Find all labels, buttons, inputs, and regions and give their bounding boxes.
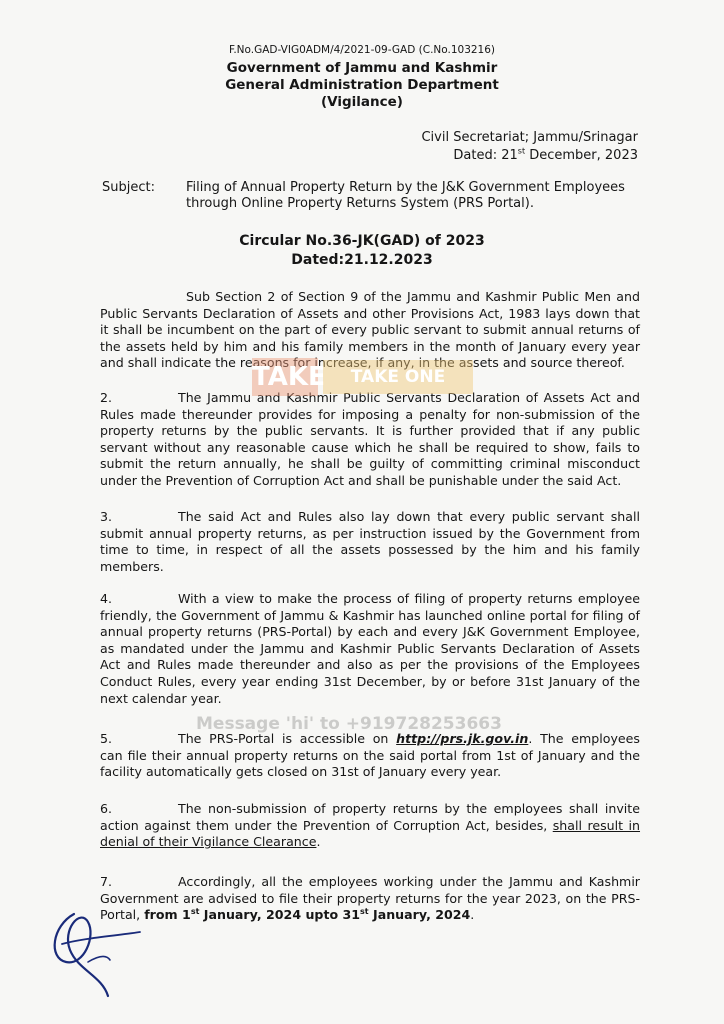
place-line: Civil Secretariat; Jammu/Srinagar — [421, 130, 638, 145]
paragraph-number: 2. — [100, 390, 113, 405]
prs-portal-link[interactable]: http://prs.jk.gov.in — [396, 731, 529, 746]
department-heading: General Administration Department — [225, 77, 499, 93]
paragraph-6: 6. The non-submission of property returns by the employees shall invite action against them under the Prevention of Corruption Act, besides, shall result in denial of their Vigilance Clearance. — [100, 801, 641, 850]
wing-heading: (Vigilance) — [321, 94, 403, 110]
paragraph-number: 4. — [100, 591, 113, 606]
paragraph-5: 5. The PRS-Portal is accessible on http://prs.jk.gov.in. The employees can file their annual property returns on the said portal from 1st of January and the facility automatically gets closed on 31st of January every year. — [100, 731, 640, 780]
paragraph-number: 6. — [100, 801, 113, 816]
circular-title: Circular No.36-JK(GAD) of 2023 — [239, 233, 485, 249]
paragraph-3: 3. The said Act and Rules also lay down that every public servant shall submit annual property returns, as per instruction issued by the Government from time to time, in respect of all the assets possessed by the him and his family members. — [100, 509, 640, 574]
circular-date: Dated:21.12.2023 — [291, 252, 433, 268]
watermark-logo: TAKE — [252, 358, 318, 396]
signature — [44, 896, 164, 1000]
subject-label: Subject: — [102, 180, 155, 195]
paragraph-number: 3. — [100, 509, 113, 524]
deadline-text: from 1st January, 2024 upto 31st January, 2024 — [144, 907, 471, 923]
vigilance-clearance-note: shall result in denial of their Vigilance Clearance — [100, 817, 641, 850]
paragraph-1: Sub Section 2 of Section 9 of the Jammu and Kashmir Public Men and Public Servants Declaration of Assets and other Provisions Act, 1983 lays down that it shall be incumbent on the part of every public servant to submit annual returns of the assets held by him and his family members in the month of January every year and shall indicate the reasons for increase, if any, in the assets and source thereof. — [100, 289, 640, 371]
file-number: F.No.GAD-VIG0ADM/4/2021-09-GAD (C.No.103216) — [228, 44, 496, 56]
government-heading: Government of Jammu and Kashmir — [226, 60, 498, 76]
paragraph-2: 2. The Jammu and Kashmir Public Servants Declaration of Assets Act and Rules made thereunder provides for imposing a penalty for non-submission of the property returns by the public servants. It is further provided that if any public servant without any reasonable cause which he shall be required to show, fails to submit the return annually, he shall be guilty of committing criminal misconduct under the Prevention of Corruption Act and shall be punishable under the said Act. — [100, 390, 640, 488]
paragraph-number: 5. — [100, 731, 113, 746]
date-line: Dated: 21st December, 2023 — [453, 146, 638, 163]
subject-text: Filing of Annual Property Return by the J&K Government Employees through Online Property Returns System (PRS Portal). — [186, 180, 625, 211]
watermark-logo-text: TAKE ONE — [323, 360, 473, 394]
paragraph-number: 7. — [100, 874, 113, 889]
paragraph-7: 7. Accordingly, all the employees working under the Jammu and Kashmir Government are advised to file their property returns for the year 2023, on the PRS-Portal, from 1st January, 2024 upto 31st January, 2024. — [100, 874, 640, 923]
watermark-message: Message 'hi' to +919728253663 — [196, 714, 502, 734]
paragraph-4: 4. With a view to make the process of filing of property returns employee friendly, the Government of Jammu & Kashmir has launched online portal for filing of annual property returns (PRS-Portal) by each and every J&K Government Employee, as mandated under the Jammu and Kashmir Public Servants Declaration of Assets Act and Rules made thereunder and also as per the provisions of the Employees Conduct Rules, every year ending 31st December, by or before 31st January of the next calendar year. — [100, 591, 640, 706]
